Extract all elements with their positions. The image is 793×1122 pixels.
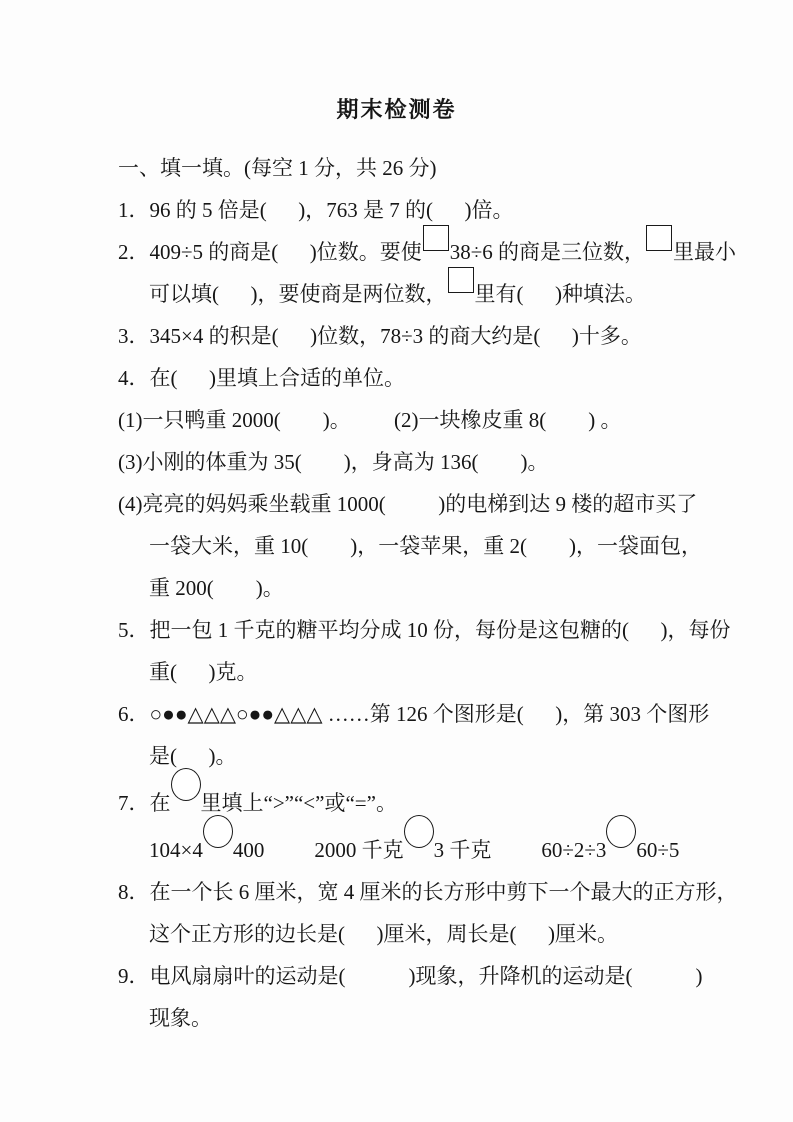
question-1: 1．96 的 5 倍是( )，763 是 7 的( )倍。 (118, 198, 514, 222)
question-9-line-2: 现象。 (149, 1006, 212, 1030)
question-2-text-a: 2．409÷5 的商是( )位数。要使 (118, 240, 422, 264)
question-7-item-2-left: 2000 千克 (314, 838, 404, 862)
empty-compare-circle (404, 815, 434, 848)
empty-square-box (646, 225, 672, 251)
question-7-item-2-right: 3 千克 (433, 838, 492, 862)
question-4-sub-4-line-3: 重 200( )。 (149, 576, 284, 600)
question-7-item-1-right: 400 (232, 838, 265, 862)
question-7-item-2 (314, 824, 491, 871)
question-4-sub-1: (1)一只鸭重 2000( )。 (118, 408, 351, 432)
question-4-intro: 4．在( )里填上合适的单位。 (118, 366, 405, 390)
empty-square-box (448, 267, 474, 293)
question-4-sub-3: (3)小刚的体重为 35( )，身高为 136( )。 (118, 450, 549, 474)
question-2-text-b: 38÷6 的商是三位数， (449, 240, 646, 264)
question-7-intro (118, 777, 686, 824)
question-4-sub-1-2 (118, 399, 686, 441)
question-8-line-2: 这个正方形的边长是( )厘米，周长是( )厘米。 (149, 922, 618, 946)
question-6-line-1: 6．○●●△△△○●●△△△ ……第 126 个图形是( )，第 303 个图形 (118, 702, 710, 726)
question-5-line-2: 重( )克。 (149, 660, 258, 684)
exam-content (118, 147, 738, 1039)
question-2-line-1 (118, 231, 737, 273)
question-7-text-a: 7．在 (118, 791, 171, 815)
question-4-sub-4-line-2: 一袋大米，重 10( )，一袋苹果，重 2( )，一袋面包， (149, 534, 702, 558)
question-5-line-1: 5．把一包 1 千克的糖平均分成 10 份，每份是这包糖的( )，每份 (118, 618, 731, 642)
question-2-line-2 (118, 273, 686, 315)
question-7-text-b: 里填上“>”“<”或“=”。 (200, 791, 397, 815)
question-8-line-1: 8．在一个长 6 厘米，宽 4 厘米的长方形中剪下一个最大的正方形， (118, 880, 738, 904)
empty-compare-circle (606, 815, 636, 848)
question-2-text-d: 可以填( )，要使商是两位数， (149, 282, 447, 306)
question-7-item-3-left: 60÷2÷3 (541, 838, 607, 862)
question-7-item-3-right: 60÷5 (636, 838, 680, 862)
empty-compare-circle (203, 815, 233, 848)
question-6-line-2: 是( )。 (149, 744, 237, 768)
empty-compare-circle (171, 768, 201, 801)
question-4-sub-2: (2)一块橡皮重 8( ) 。 (394, 408, 622, 432)
empty-square-box (423, 225, 449, 251)
section-header: 一、填一填。(每空 1 分，共 26 分) (118, 156, 437, 180)
question-7-item-1 (149, 824, 264, 871)
question-7-item-1-left: 104×4 (149, 838, 203, 862)
question-2-text-c: 里最小 (673, 240, 737, 264)
question-9-line-1: 9．电风扇扇叶的运动是( )现象，升降机的运动是( ) (118, 964, 703, 988)
question-7-items (118, 824, 686, 871)
question-2-text-e: 里有( )种填法。 (474, 282, 646, 306)
question-7-item-3 (541, 824, 679, 871)
page-title: 期末检测卷 (336, 97, 457, 122)
question-3: 3．345×4 的积是( )位数，78÷3 的商大约是( )十多。 (118, 324, 642, 348)
question-4-sub-4-line-1: (4)亮亮的妈妈乘坐载重 1000( )的电梯到达 9 楼的超市买了 (118, 492, 698, 516)
